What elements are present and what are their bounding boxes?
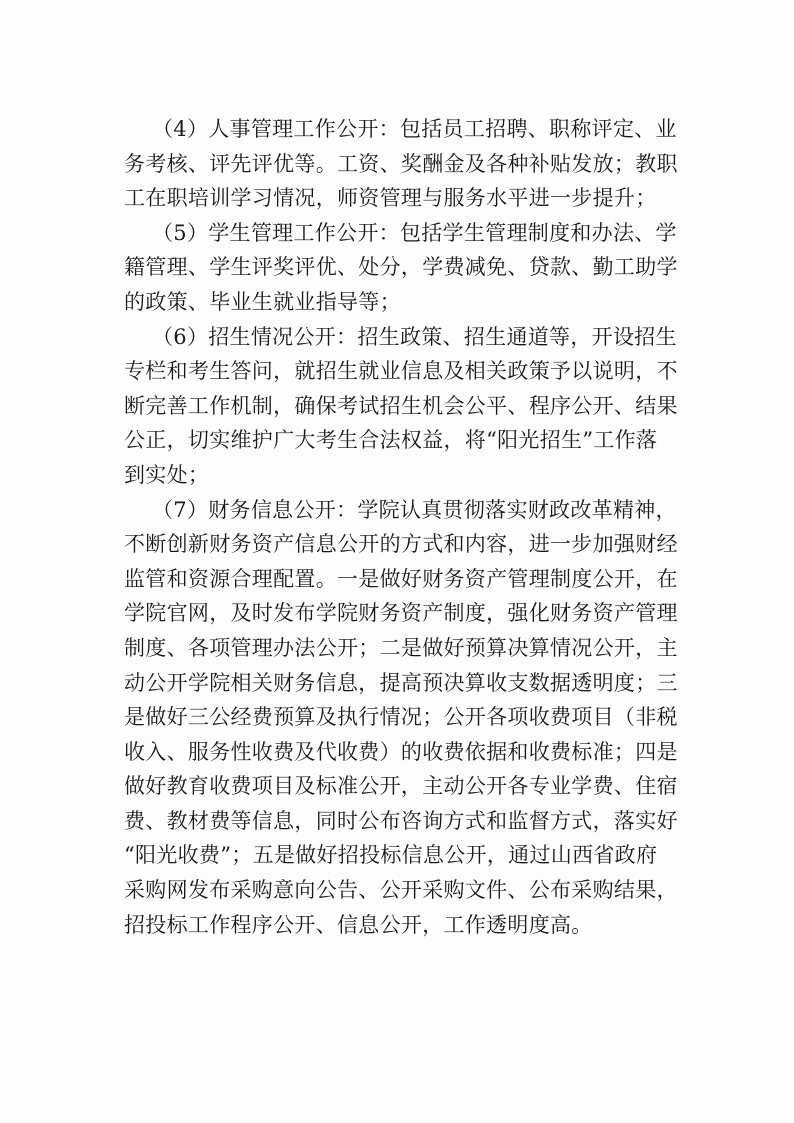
text-line: 采购网发布采购意向公告、公开采购文件、公布采购结果， [124, 878, 678, 903]
text-line: 监管和资源合理配置。一是做好财务资产管理制度公开，在 [124, 566, 678, 591]
text-line: 断完善工作机制，确保考试招生机会公平、程序公开、结果 [124, 393, 678, 418]
text-line: 是做好三公经费预算及执行情况；公开各项收费项目（非税 [124, 705, 678, 730]
text-line: 招投标工作程序公开、信息公开，工作透明度高。 [124, 912, 593, 937]
document-body [124, 112, 678, 942]
text-line: 公正，切实维护广大考生合法权益，将“阳光招生”工作落 [124, 428, 658, 453]
text-line: 学院官网，及时发布学院财务资产制度，强化财务资产管理 [124, 601, 678, 626]
text-line: 收入、服务性收费及代收费）的收费依据和收费标准；四是 [124, 739, 678, 764]
text-line: 专栏和考生答问，就招生就业信息及相关政策予以说明，不 [124, 359, 678, 384]
text-line: 籍管理、学生评奖评优、处分，学费减免、贷款、勤工助学 [124, 255, 678, 280]
text-line: （6）招生情况公开：招生政策、招生通道等，开设招生 [152, 324, 677, 349]
text-line: 费、教材费等信息，同时公布咨询方式和监督方式，落实好 [124, 808, 678, 833]
text-line: （5）学生管理工作公开：包括学生管理制度和办法、学 [152, 220, 677, 245]
text-line: 不断创新财务资产信息公开的方式和内容，进一步加强财经 [124, 532, 678, 557]
paragraph-personnel-management [124, 112, 678, 216]
text-line: 的政策、毕业生就业指导等； [124, 289, 401, 314]
paragraph-admissions [124, 320, 678, 493]
text-line: 做好教育收费项目及标准公开，主动公开各专业学费、住宿 [124, 774, 678, 799]
text-line: “阳光收费”；五是做好招投标信息公开，通过山西省政府 [124, 843, 658, 868]
text-line: 工在职培训学习情况，师资管理与服务水平进一步提升； [124, 186, 657, 211]
text-line: 务考核、评先评优等。工资、奖酬金及各种补贴发放；教职 [124, 151, 678, 176]
paragraph-student-management [124, 216, 678, 320]
text-line: 制度、各项管理办法公开；二是做好预算决算情况公开，主 [124, 635, 678, 660]
text-line: （4）人事管理工作公开：包括员工招聘、职称评定、业 [152, 117, 677, 141]
text-line: 到实处； [124, 462, 210, 487]
text-line: 动公开学院相关财务信息，提高预决算收支数据透明度；三 [124, 670, 678, 695]
paragraph-financial-disclosure [124, 493, 678, 943]
text-line: （7）财务信息公开：学院认真贯彻落实财政改革精神， [152, 497, 677, 522]
